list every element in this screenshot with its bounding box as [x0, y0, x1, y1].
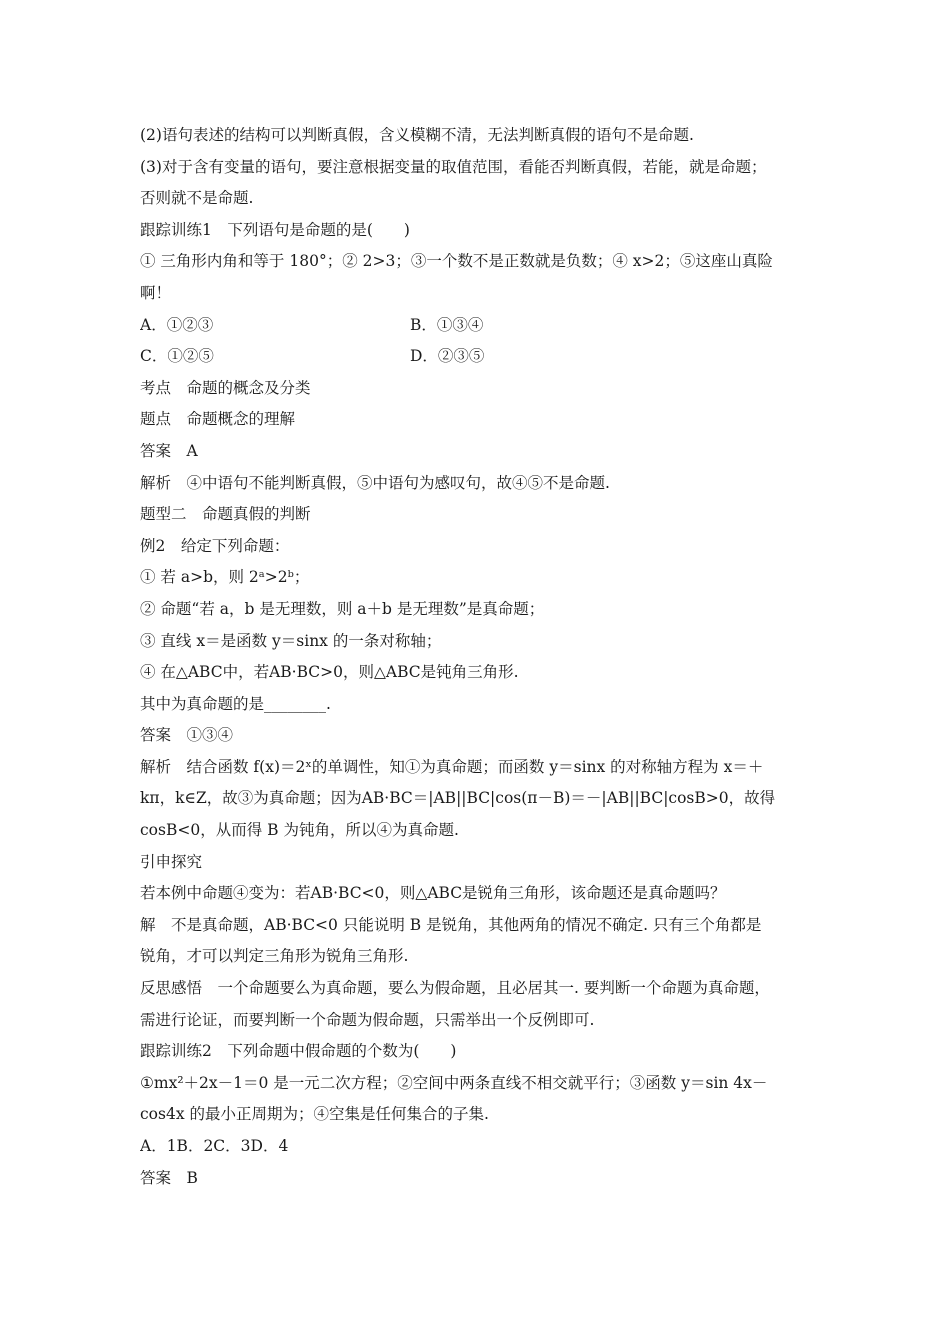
analysis-line: 解析 ④中语句不能判断真假，⑤中语句为感叹句，故④⑤不是命题.: [140, 473, 610, 492]
example-title: 例2 给定下列命题：: [140, 536, 290, 555]
option-d: D．②③⑤: [410, 347, 485, 366]
text-line: 啊！: [140, 283, 172, 302]
section-heading: 题型二 命题真假的判断: [140, 505, 311, 524]
text-line: ④ 在△ABC中，若AB·BC>0，则△ABC是钝角三角形.: [140, 663, 519, 682]
text-line: 否则就不是命题.: [140, 189, 254, 208]
text-line: cosB<0，从而得 B 为钝角，所以④为真命题.: [140, 821, 459, 840]
text-line: ①mx²＋2x－1＝0 是一元二次方程；②空间中两条直线不相交就平行；③函数 y＝sin 4x－: [140, 1073, 768, 1092]
option-c: C．①②⑤: [140, 347, 214, 366]
options-line: A．1B．2C．3D．4: [140, 1137, 289, 1155]
exercise-title: 跟踪训练1 下列语句是命题的是( ): [140, 220, 410, 239]
option-a: A．①②③: [140, 315, 214, 334]
text-line: (3)对于含有变量的语句，要注意根据变量的取值范围，看能否判断真假，若能，就是命题；: [140, 157, 767, 176]
document-page: [140, 120, 812, 1194]
option-row: [140, 341, 812, 373]
text-line: 需进行论证，而要判断一个命题为假命题，只需举出一个反例即可.: [140, 1010, 595, 1029]
topic-line: 考点 命题的概念及分类: [140, 378, 311, 397]
exercise-title: 跟踪训练2 下列命题中假命题的个数为( ): [140, 1042, 457, 1061]
text-line: cos4x 的最小正周期为；④空集是任何集合的子集.: [140, 1105, 489, 1124]
section-heading: 引申探究: [140, 852, 203, 871]
text-line: (2)语句表述的结构可以判断真假，含义模糊不清，无法判断真假的语句不是命题.: [140, 126, 694, 144]
answer-line: 答案 B: [140, 1168, 198, 1187]
text-line: kπ，k∈Z，故③为真命题；因为AB·BC＝|AB||BC|cos(π－B)＝－|AB||BC|cosB>0，故得: [140, 789, 776, 808]
text-line: ② 命题“若 a，b 是无理数，则 a＋b 是无理数”是真命题；: [140, 599, 545, 618]
text-line: 其中为真命题的是________.: [140, 694, 331, 713]
text-line: ③ 直线 x＝是函数 y＝sinx 的一条对称轴；: [140, 631, 442, 650]
option-b: B．①③④: [410, 315, 484, 334]
text-line: ① 若 a>b，则 2ᵃ>2ᵇ；: [140, 568, 310, 587]
solution-line: 解 不是真命题，AB·BC<0 只能说明 B 是锐角，其他两角的情况不确定. 只有三个角都是: [140, 915, 762, 934]
text-line: ① 三角形内角和等于 180°；② 2>3；③一个数不是正数就是负数；④ x>2；⑤这座山真险: [140, 252, 773, 271]
option-row: [140, 310, 812, 342]
reflection-line: 反思感悟 一个命题要么为真命题，要么为假命题，且必居其一. 要判断一个命题为真命题，: [140, 979, 770, 998]
text-line: 若本例中命题④变为：若AB·BC<0，则△ABC是锐角三角形，该命题还是真命题吗？: [140, 884, 726, 903]
analysis-line: 解析 结合函数 f(x)＝2ˣ的单调性，知①为真命题；而函数 y＝sinx 的对称轴方程为 x＝＋: [140, 757, 764, 776]
answer-line: 答案 ①③④: [140, 726, 234, 745]
answer-line: 答案 A: [140, 441, 198, 460]
subtopic-line: 题点 命题概念的理解: [140, 410, 296, 429]
text-line: 锐角，才可以判定三角形为锐角三角形.: [140, 947, 409, 966]
